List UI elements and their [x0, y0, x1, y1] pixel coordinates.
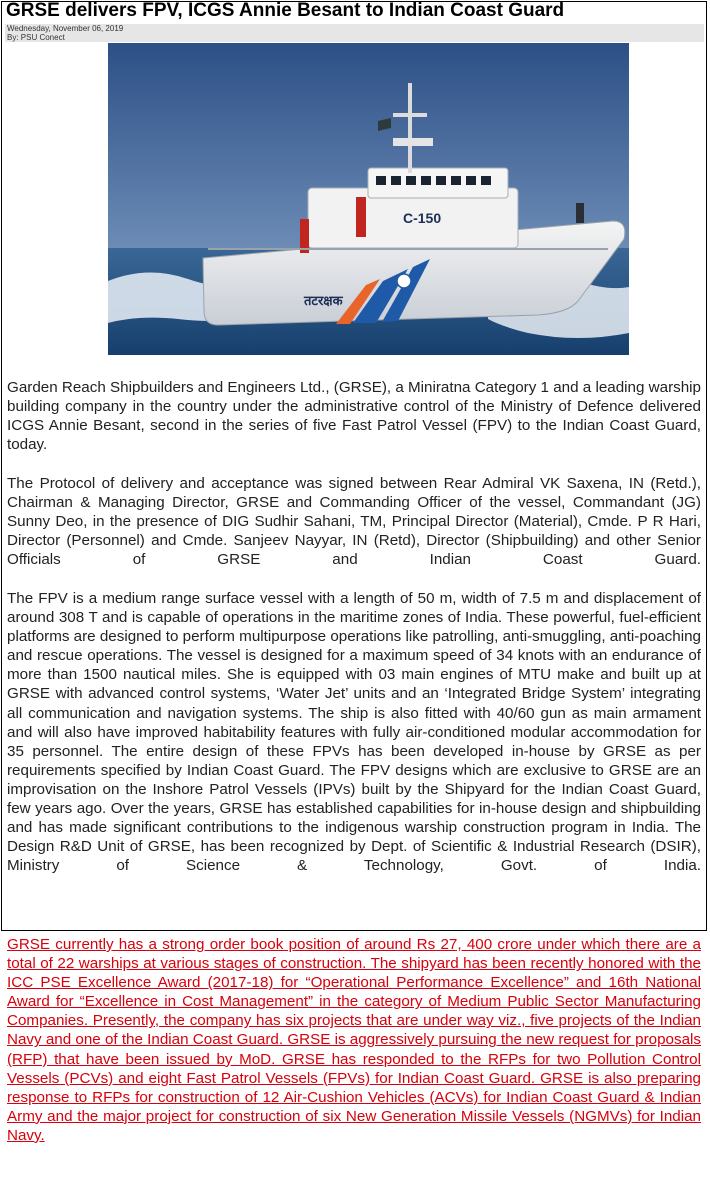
article-paragraph-2: The Protocol of delivery and acceptance was signed between Rear Admiral VK Saxena, IN (Retd.), Chairman & Managing Director, GRSE and Commanding Officer of the vessel, Commandant (JG) Sunny Deo, in the presence of DIG Sudhir Sahani, TM, Principal Director (Material), Cmde. P R Hari, Director (Personnel) and Cmde. Sanjeev Nayyar, IN (Retd), Director (Shipbuilding) and other Senior Officials of GRSE and Indian Coast Guard.: [7, 475, 701, 569]
radar-mast: [393, 138, 433, 146]
article-byline: By: PSU Conect: [7, 33, 65, 42]
article-paragraph-3: The FPV is a medium range surface vessel with a length of 50 m, width of 7.5 m and displacement of around 308 T and is capable of operations in the maritime zones of India. These powerful, fuel-efficient platforms are designed to perform multipurpose operations like patrolling, anti-smuggling, anti-poaching and rescue operations. The vessel is designed for a maximum speed of 34 knots with an endurance of more than 1500 nautical miles. She is equipped with 03 main engines of MTU make and built up at GRSE with advanced control systems, ‘Water Jet’ units and an ‘Integrated Bridge System’ integrating all communication and navigation systems. The ship is also fitted with 40/60 gun as main armament and will also have improved habitability features with fully air-conditioned modular accommodation for 35 personnel. The entire design of these FPVs has been developed in-house by GRSE as per requirements specified by Indian Coast Guard. The FPV designs which are exclusive to GRSE are an improvisation on the Inshore Patrol Vessels (IPVs) built by the Shipyard for the Indian Coast Guard, few years ago. Over the years, GRSE has established capabilities for in-house design and shipbuilding and has made significant contributions to the indigenous warship construction program in India. The Design R&D Unit of GRSE, has been recognized by Dept. of Scientific & Industrial Research (DSIR), Ministry of Science & Technology, Govt. of India.: [7, 590, 701, 875]
article-date: Wednesday, November 06, 2019: [7, 24, 124, 33]
ship-photo: [108, 43, 629, 355]
mast: [408, 83, 412, 173]
highlighted-paragraph: GRSE currently has a strong order book position of around Rs 27, 400 crore under which there are a total of 22 warships at various stages of construction. The shipyard has been recently honored with the ICC PSE Excellence Award (2017-18) for “Operational Performance Excellence” and 16th National Award for “Excellence in Cost Management” in the category of Medium Public Sector Manufacturing Companies. Presently, the company has six projects that are under way viz., five projects of the Indian Navy and one of the Indian Coast Guard. GRSE is aggressively pursuing the new request for proposals (RFP) that have been issued by MoD. GRSE has responded to the RFPs for two Pollution Control Vessels (PCVs) and eight Fast Patrol Vessels (FPVs) for Indian Coast Guard. GRSE is also preparing response to RFPs for construction of 12 Air-Cushion Vehicles (ACVs) for Indian Coast Guard & Indian Army and the major project for construction of six New Generation Missile Vessels (NGMVs) for Indian Navy.: [7, 936, 701, 1144]
hull-number: C-150: [403, 210, 442, 226]
stern-railing: [208, 248, 308, 250]
red-panel: [356, 197, 366, 237]
railing: [308, 248, 608, 250]
article-headline: GRSE delivers FPV, ICGS Annie Besant to Indian Coast Guard: [6, 0, 565, 21]
article-meta-bar: [5, 24, 704, 42]
hull-lettering: तटरक्षक: [304, 294, 343, 309]
hull-emblem: [397, 274, 411, 288]
red-door: [300, 219, 309, 253]
gun-mount: [576, 203, 584, 223]
mast-yard: [393, 113, 427, 117]
article-paragraph-1: Garden Reach Shipbuilders and Engineers Ltd., (GRSE), a Miniratna Category 1 and a leading warship building company in the country under the administrative control of the Ministry of Defence delivered ICGS Annie Besant, second in the series of five Fast Patrol Vessel (FPV) to the Indian Coast Guard, today.: [7, 379, 701, 454]
